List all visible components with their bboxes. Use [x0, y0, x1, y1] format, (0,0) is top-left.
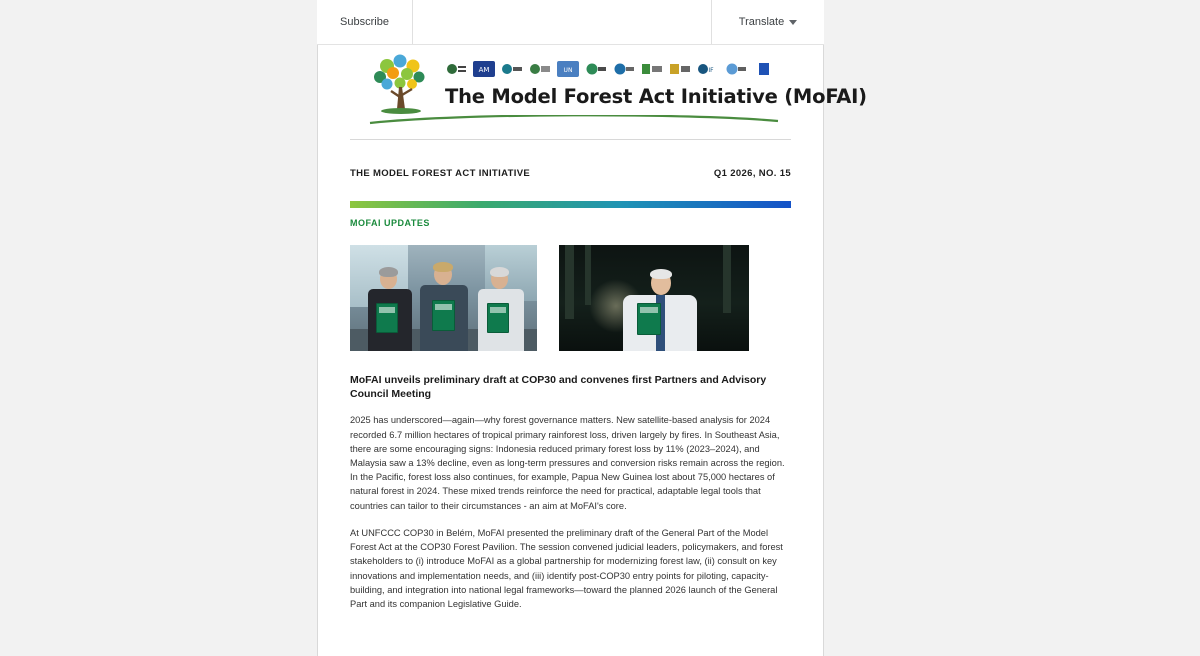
gradient-divider	[350, 201, 791, 208]
article-paragraph-2: At UNFCCC COP30 in Belém, MoFAI presented the preliminary draft of the General Part of the Model Forest Act at the COP30 Forest Pavilion. The session convened judicial leaders, policymakers, and forest stakeholders to (i) introduce MoFAI as a global partnership for modernizing forest law, (ii) consult on key innovations and implementation needs, and (iii) identify post-COP30 entry points for piloting, capacity-building, and integration into national legal frameworks—toward the planned 2026 launch of the General Part and its companion Legislative Guide.	[350, 527, 783, 609]
partner-logo-7	[613, 61, 635, 77]
masthead-divider	[350, 139, 791, 140]
mofai-tree-logo	[367, 53, 437, 119]
partner-logo-5	[557, 61, 579, 77]
chevron-down-icon	[789, 20, 797, 25]
partner-logo-12	[753, 61, 775, 77]
email-toolbar	[317, 0, 824, 44]
partner-logo-strip	[445, 59, 775, 79]
issue-number: Q1 2026, NO. 15	[713, 168, 791, 179]
email-canvas	[317, 0, 867, 656]
article-paragraph-1: 2025 has underscored—again—why forest governance matters. New satellite-based analysis for 2024 recorded 6.7 million hectares of tropical primary rainforest loss, driven largely by fires. In Southeast Asia, there are some encouraging signs: Indonesia reduced primary forest loss by 11% (2023–2024), and Malaysia saw a 13% decline, even as long-term pressures and conversion risks remain across the region. In the Pacific, forest loss also continues, for example, Papua New Guinea lost about 75,000 hectares of natural forest in 2024. These mixed trends reinforce the need for practical, adaptable legal tools that countries can tailor to their circumstances - an aim at MoFAI's core.	[350, 415, 785, 511]
svg-text:IF: IF	[708, 67, 714, 74]
article-title: MoFAI unveils preliminary draft at COP30 and convenes first Partners and Advisory Council Meeting	[350, 374, 767, 401]
partner-logo-4	[529, 61, 551, 77]
translate-dropdown[interactable]	[712, 0, 824, 44]
section-label: MOFAI UPDATES	[350, 218, 430, 228]
toolbar-spacer	[413, 0, 712, 44]
svg-text:UN: UN	[563, 67, 573, 74]
subscribe-label: Subscribe	[340, 16, 389, 28]
partner-logo-11	[725, 61, 747, 77]
issue-line	[350, 168, 791, 179]
partner-logo-6	[585, 61, 607, 77]
photo-speaker	[559, 245, 749, 351]
partner-logo-2	[473, 61, 495, 77]
subscribe-button[interactable]	[317, 0, 413, 44]
photo-row	[350, 245, 791, 351]
masthead-swoosh	[368, 115, 780, 125]
photo-partners-group	[350, 245, 537, 351]
newsletter-body	[318, 45, 867, 611]
translate-label: Translate	[738, 16, 785, 28]
masthead	[350, 51, 867, 133]
partner-logo-10	[697, 61, 719, 77]
svg-text:AM: AM	[478, 66, 490, 74]
partner-logo-9	[669, 61, 691, 77]
toolbar-divider	[317, 44, 824, 45]
partner-logo-3	[501, 61, 523, 77]
partner-logo-1	[445, 61, 467, 77]
masthead-title: The Model Forest Act Initiative (MoFAI)	[445, 85, 867, 108]
publication-name: THE MODEL FOREST ACT INITIATIVE	[350, 168, 531, 179]
partner-logo-8	[641, 61, 663, 77]
